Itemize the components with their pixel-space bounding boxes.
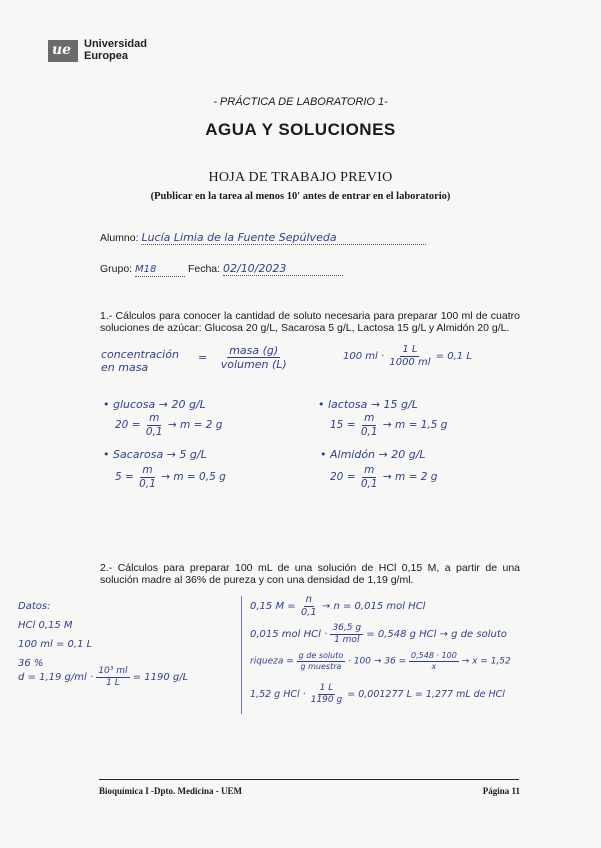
sacarosa-res: → m = 0,5 g xyxy=(161,471,226,483)
logo-mark: ue xyxy=(52,42,72,58)
student-field[interactable]: Lucía Limia de la Fuente Sepúlveda xyxy=(141,232,426,245)
q1-formula-fraction xyxy=(198,345,289,370)
main-title: AGUA Y SOLUCIONES xyxy=(205,120,396,139)
q2-data-4-res: = 1190 g/L xyxy=(132,672,189,683)
almidon-calc xyxy=(330,465,437,489)
q1-volume-conversion xyxy=(343,345,472,368)
q2-density-conv xyxy=(18,667,188,688)
glucosa-title: • glucosa → 20 g/L xyxy=(103,398,206,411)
q2-data-4-frac xyxy=(96,667,129,688)
q2-calc1-res: → n = 0,015 mol HCl xyxy=(321,601,426,612)
logo-line2: Europea xyxy=(84,50,129,62)
q1-conv-num: 1 L xyxy=(402,344,418,355)
university-name xyxy=(84,38,147,62)
lactosa-lhs: 15 = xyxy=(330,419,356,431)
group-date-row xyxy=(100,263,343,277)
q2-data-block xyxy=(18,597,92,673)
question-2-text: 2.- Cálculos para preparar 100 mL de una solución de HCl 0,15 M, a partir de una solución madre al 36% de pureza y con una densidad de 1,19 g/ml. xyxy=(100,562,520,586)
q1-formula-num: masa (g) xyxy=(229,344,279,357)
lactosa-num: m xyxy=(364,412,375,424)
q1-formula-eq: = xyxy=(198,351,208,364)
q1-formula-left-line2: en masa xyxy=(101,361,149,374)
q2-data-4-num: 10³ ml xyxy=(98,666,128,676)
q1-conv-frac xyxy=(387,345,432,368)
q2-calc1-den: 0,1 xyxy=(300,607,317,618)
footer-left: Bioquímica I -Dpto. Medicina - UEM xyxy=(99,786,242,796)
glucosa-calc xyxy=(115,413,222,437)
glucosa-frac xyxy=(144,413,165,437)
lactosa-den: 0,1 xyxy=(360,425,378,438)
lactosa-calc xyxy=(330,413,447,437)
sacarosa-num: m xyxy=(142,464,153,476)
q2-calc1-num: n xyxy=(305,594,312,605)
q2-calc4-left: 1,52 g HCl · xyxy=(250,689,306,700)
q1-conv-result: = 0,1 L xyxy=(435,351,472,362)
sheet-title: HOJA DE TRABAJO PREVIO xyxy=(208,170,393,185)
q2-calc-1 xyxy=(250,595,425,618)
q2-calc2-frac xyxy=(330,624,363,645)
q2-column-divider xyxy=(241,596,242,714)
q2-calc2-left: 0,015 mol HCl · xyxy=(250,629,328,640)
footer-rule xyxy=(99,779,519,780)
glucosa-num: m xyxy=(149,412,160,424)
q2-calc2-res: = 0,548 g HCl → g de soluto xyxy=(366,629,507,640)
glucosa-den: 0,1 xyxy=(145,425,163,438)
lactosa-res: → m = 1,5 g xyxy=(382,419,448,431)
q2-data-3: 36 % xyxy=(18,658,44,669)
student-label: Alumno: xyxy=(100,232,139,244)
almidon-title: • Almidón → 20 g/L xyxy=(320,448,426,461)
lactosa-frac xyxy=(359,413,380,437)
sheet-note: (Publicar en la tarea al menos 10' antes de entrar en el laboratorio) xyxy=(150,191,451,202)
q2-calc4-num: 1 L xyxy=(319,683,334,693)
q2-calc3-num2: 0,548 · 100 xyxy=(411,651,457,660)
q2-data-2: 100 ml = 0,1 L xyxy=(18,639,93,650)
q2-calc1-left: 0,15 M = xyxy=(250,601,296,612)
group-field[interactable]: M18 xyxy=(135,264,185,277)
q2-calc2-den: 1 mol xyxy=(334,635,360,645)
q2-calc4-den: 1190 g xyxy=(310,695,343,705)
q2-calc3-den2: x xyxy=(431,662,437,671)
question-1-text: 1.- Cálculos para conocer la cantidad de soluto necesaria para preparar 100 ml de cuatro soluciones de azúcar: Glucosa 20 g/L, Sacarosa 5 g/L, Lactosa 15 g/L y Almidón 20 g/L. xyxy=(100,310,520,334)
q2-calc1-frac xyxy=(299,595,319,618)
q2-calc-4 xyxy=(250,684,505,705)
q2-calc3-frac xyxy=(297,652,346,671)
q2-calc3-res: → x = 1,52 xyxy=(461,656,511,667)
q1-conv-left: 100 ml · xyxy=(343,351,385,362)
date-field[interactable]: 02/10/2023 xyxy=(223,263,343,276)
q1-formula-frac xyxy=(219,345,289,370)
lactosa-title: • lactosa → 15 g/L xyxy=(318,398,418,411)
q2-calc3-left: riqueza = xyxy=(250,656,294,667)
q2-data-4-left: d = 1,19 g/ml · xyxy=(18,672,94,683)
almidon-num: m xyxy=(364,464,375,476)
sacarosa-title: • Sacarosa → 5 g/L xyxy=(103,448,207,461)
q1-formula-left-line1: concentración xyxy=(101,348,179,361)
practice-title: - PRÁCTICA DE LABORATORIO 1- xyxy=(213,96,388,108)
q2-calc-3 xyxy=(250,652,511,671)
sacarosa-frac xyxy=(137,465,158,489)
q2-data-title: Datos: xyxy=(18,601,51,612)
q2-data-4-den: 1 L xyxy=(106,678,120,688)
q2-calc3-num: g de soluto xyxy=(298,651,344,660)
q2-calc3-den: g muestra xyxy=(300,662,342,671)
q2-calc2-num: 36,5 g xyxy=(332,623,362,633)
sacarosa-den: 0,1 xyxy=(139,477,156,490)
q1-formula-den: volumen (L) xyxy=(220,358,287,371)
q1-formula-left xyxy=(101,348,179,374)
almidon-den: 0,1 xyxy=(360,477,378,490)
q1-conv-den: 1000 ml xyxy=(389,357,431,368)
sacarosa-calc xyxy=(115,465,226,489)
sacarosa-lhs: 5 = xyxy=(115,471,134,483)
student-row xyxy=(100,232,426,245)
q2-calc4-frac xyxy=(309,684,344,705)
almidon-frac xyxy=(359,465,380,489)
group-label: Grupo: xyxy=(100,263,133,275)
q2-calc3-frac2 xyxy=(409,652,459,671)
q2-calc-2 xyxy=(250,624,507,645)
university-logo-icon xyxy=(48,40,78,62)
q2-data-1: HCl 0,15 M xyxy=(18,620,73,631)
glucosa-res: → m = 2 g xyxy=(167,419,223,431)
glucosa-lhs: 20 = xyxy=(115,419,141,431)
almidon-res: → m = 2 g xyxy=(382,471,438,483)
almidon-lhs: 20 = xyxy=(330,471,356,483)
q2-calc4-res: = 0,001277 L = 1,277 mL de HCl xyxy=(347,689,505,700)
q2-calc3-mid: · 100 → 36 = xyxy=(348,656,407,667)
footer-right: Página 11 xyxy=(482,786,520,796)
date-label: Fecha: xyxy=(187,263,221,275)
logo-line1: Universidad xyxy=(84,38,147,50)
